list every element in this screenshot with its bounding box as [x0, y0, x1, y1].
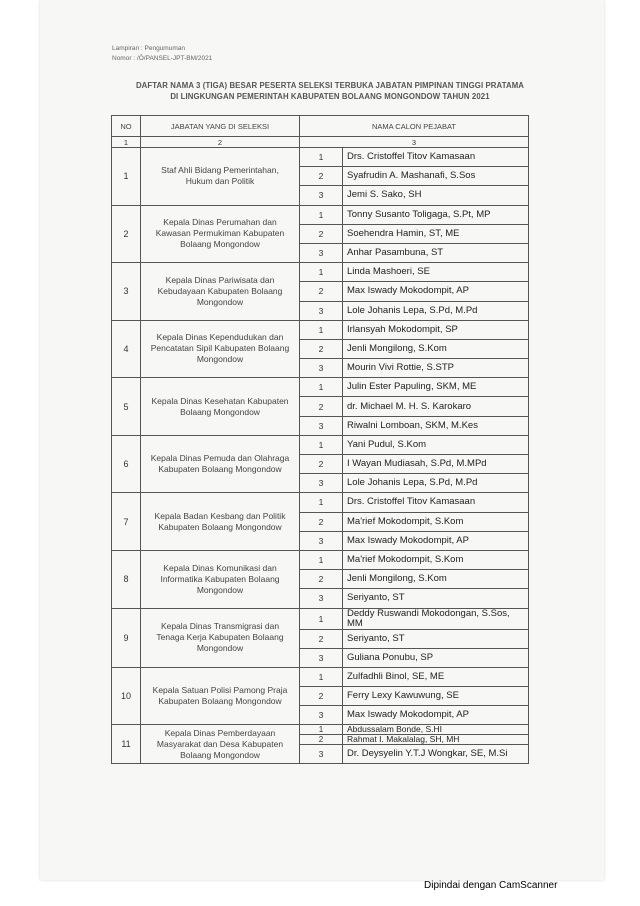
position-number: 4 — [112, 320, 141, 378]
position-title: Staf Ahli Bidang Pemerintahan, Hukum dan Politik — [141, 148, 300, 206]
candidate-name: Jenli Mongilong, S.Kom — [343, 570, 529, 589]
candidate-name: Yani Pudul, S.Kom — [343, 435, 529, 454]
document-title — [100, 80, 560, 102]
position-number: 3 — [112, 263, 141, 321]
candidate-rank: 3 — [300, 359, 343, 378]
candidate-rank: 3 — [300, 243, 343, 262]
candidate-name: Seriyanto, ST — [343, 589, 529, 608]
table-row — [112, 205, 529, 224]
header-jabatan: JABATAN YANG DI SELEKSI — [141, 116, 300, 137]
position-title: Kepala Dinas Perumahan dan Kawasan Permukiman Kabupaten Bolaang Mongondow — [141, 205, 300, 263]
candidate-rank: 1 — [300, 320, 343, 339]
position-title: Kepala Dinas Pariwisata dan Kebudayaan Kabupaten Bolaang Mongondow — [141, 263, 300, 321]
candidate-rank: 1 — [300, 608, 343, 629]
candidate-rank: 3 — [300, 186, 343, 205]
candidate-name: I Wayan Mudiasah, S.Pd, M.MPd — [343, 455, 529, 474]
column-index-3: 3 — [300, 137, 529, 148]
candidate-rank: 2 — [300, 629, 343, 648]
camscanner-footer: Dipindai dengan CamScanner — [424, 880, 558, 891]
title-line-1: DAFTAR NAMA 3 (TIGA) BESAR PESERTA SELEKSI TERBUKA JABATAN PIMPINAN TINGGI PRATAMA — [135, 81, 525, 90]
candidate-rank: 2 — [300, 339, 343, 358]
position-number: 10 — [112, 667, 141, 725]
candidate-name: dr. Michael M. H. S. Karokaro — [343, 397, 529, 416]
position-number: 2 — [112, 205, 141, 263]
title-line-2: DI LINGKUNGAN PEMERINTAH KABUPATEN BOLAANG MONGONDOW TAHUN 2021 — [170, 92, 490, 101]
candidate-rank: 3 — [300, 474, 343, 493]
candidate-name: Jemi S. Sako, SH — [343, 186, 529, 205]
candidate-rank: 3 — [300, 531, 343, 550]
position-title: Kepala Dinas Kependudukan dan Pencatatan Sipil Kabupaten Bolaang Mongondow — [141, 320, 300, 378]
position-number: 7 — [112, 493, 141, 551]
candidate-rank: 1 — [300, 493, 343, 512]
candidate-name: Anhar Pasambuna, ST — [343, 243, 529, 262]
position-title: Kepala Dinas Kesehatan Kabupaten Bolaang Mongondow — [141, 378, 300, 436]
candidate-rank: 3 — [300, 706, 343, 725]
table-row — [112, 320, 529, 339]
table-row — [112, 667, 529, 686]
candidate-name: Max Iswady Mokodompit, AP — [343, 531, 529, 550]
candidate-rank: 3 — [300, 416, 343, 435]
candidate-rank: 1 — [300, 725, 343, 735]
candidate-name: Drs. Cristoffel Titov Kamasaan — [343, 148, 529, 167]
position-title: Kepala Satuan Polisi Pamong Praja Kabupaten Bolaang Mongondow — [141, 667, 300, 725]
position-title: Kepala Dinas Pemuda dan Olahraga Kabupaten Bolaang Mongondow — [141, 435, 300, 493]
position-title: Kepala Dinas Pemberdayaan Masyarakat dan Desa Kabupaten Bolaang Mongondow — [141, 725, 300, 764]
candidate-name: Soehendra Hamin, ST, ME — [343, 224, 529, 243]
table-row — [112, 148, 529, 167]
position-number: 5 — [112, 378, 141, 436]
candidate-rank: 2 — [300, 282, 343, 301]
table-body — [112, 148, 529, 764]
candidate-name: Dr. Deysyelin Y.T.J Wongkar, SE, M.Si — [343, 745, 529, 764]
candidate-name: Mourin Vivi Rottie, S.STP — [343, 359, 529, 378]
candidate-rank: 3 — [300, 745, 343, 764]
candidate-rank: 2 — [300, 512, 343, 531]
table-header-row — [112, 116, 529, 137]
table-row — [112, 550, 529, 569]
candidate-rank: 3 — [300, 648, 343, 667]
candidate-name: Ferry Lexy Kawuwung, SE — [343, 687, 529, 706]
position-title: Kepala Dinas Komunikasi dan Informatika Kabupaten Bolaang Mongondow — [141, 550, 300, 608]
candidate-name: Lole Johanis Lepa, S.Pd, M.Pd — [343, 301, 529, 320]
column-index-row — [112, 137, 529, 148]
lampiran-text: Lampiran : Pengumuman — [112, 45, 185, 52]
position-number: 1 — [112, 148, 141, 206]
candidate-rank: 1 — [300, 550, 343, 569]
position-number: 9 — [112, 608, 141, 667]
candidate-name: Lole Johanis Lepa, S.Pd, M.Pd — [343, 474, 529, 493]
candidate-name: Guliana Ponubu, SP — [343, 648, 529, 667]
candidate-rank: 2 — [300, 455, 343, 474]
candidate-name: Riwalni Lomboan, SKM, M.Kes — [343, 416, 529, 435]
candidate-rank: 2 — [300, 224, 343, 243]
column-index-1: 1 — [112, 137, 141, 148]
header-no: NO — [112, 116, 141, 137]
candidate-name: Julin Ester Papuling, SKM, ME — [343, 378, 529, 397]
candidate-rank: 1 — [300, 148, 343, 167]
candidate-rank: 1 — [300, 378, 343, 397]
candidate-name: Ma'rief Mokodompit, S.Kom — [343, 550, 529, 569]
candidate-name: Syafrudin A. Mashanafi, S.Sos — [343, 167, 529, 186]
position-number: 6 — [112, 435, 141, 493]
document-meta — [112, 44, 212, 64]
candidate-name: Jenli Mongilong, S.Kom — [343, 339, 529, 358]
table-row — [112, 435, 529, 454]
candidate-name: Deddy Ruswandi Mokodongan, S.Sos, MM — [343, 608, 529, 629]
header-nama: NAMA CALON PEJABAT — [300, 116, 529, 137]
candidate-name: Ma'rief Mokodompit, S.Kom — [343, 512, 529, 531]
candidate-rank: 2 — [300, 167, 343, 186]
candidate-table — [111, 115, 529, 764]
table-row — [112, 725, 529, 735]
candidate-rank: 2 — [300, 735, 343, 745]
nomor-text: Nomor : /Ô/PANSEL-JPT-BM/2021 — [112, 55, 213, 62]
candidate-rank: 3 — [300, 301, 343, 320]
candidate-name: Rahmat I. Makalalag, SH, MH — [343, 735, 529, 745]
column-index-2: 2 — [141, 137, 300, 148]
candidate-rank: 2 — [300, 397, 343, 416]
table-row — [112, 608, 529, 629]
candidate-rank: 1 — [300, 205, 343, 224]
position-number: 11 — [112, 725, 141, 764]
position-title: Kepala Badan Kesbang dan Politik Kabupaten Bolaang Mongondow — [141, 493, 300, 551]
candidate-rank: 3 — [300, 589, 343, 608]
candidate-rank: 1 — [300, 435, 343, 454]
candidate-name: Irlansyah Mokodompit, SP — [343, 320, 529, 339]
candidate-rank: 2 — [300, 687, 343, 706]
table-row — [112, 493, 529, 512]
position-number: 8 — [112, 550, 141, 608]
candidate-name: Zulfadhli Binol, SE, ME — [343, 667, 529, 686]
candidate-name: Max Iswady Mokodompit, AP — [343, 282, 529, 301]
position-title: Kepala Dinas Transmigrasi dan Tenaga Kerja Kabupaten Bolaang Mongondow — [141, 608, 300, 667]
candidate-name: Seriyanto, ST — [343, 629, 529, 648]
candidate-name: Max Iswady Mokodompit, AP — [343, 706, 529, 725]
candidate-name: Drs. Cristoffel Titov Kamasaan — [343, 493, 529, 512]
candidate-rank: 1 — [300, 263, 343, 282]
table-row — [112, 378, 529, 397]
candidate-name: Tonny Susanto Toligaga, S.Pt, MP — [343, 205, 529, 224]
candidate-name: Abdussalam Bonde, S.HI — [343, 725, 529, 735]
candidate-rank: 2 — [300, 570, 343, 589]
table-row — [112, 263, 529, 282]
candidate-rank: 1 — [300, 667, 343, 686]
candidate-name: Linda Mashoeri, SE — [343, 263, 529, 282]
